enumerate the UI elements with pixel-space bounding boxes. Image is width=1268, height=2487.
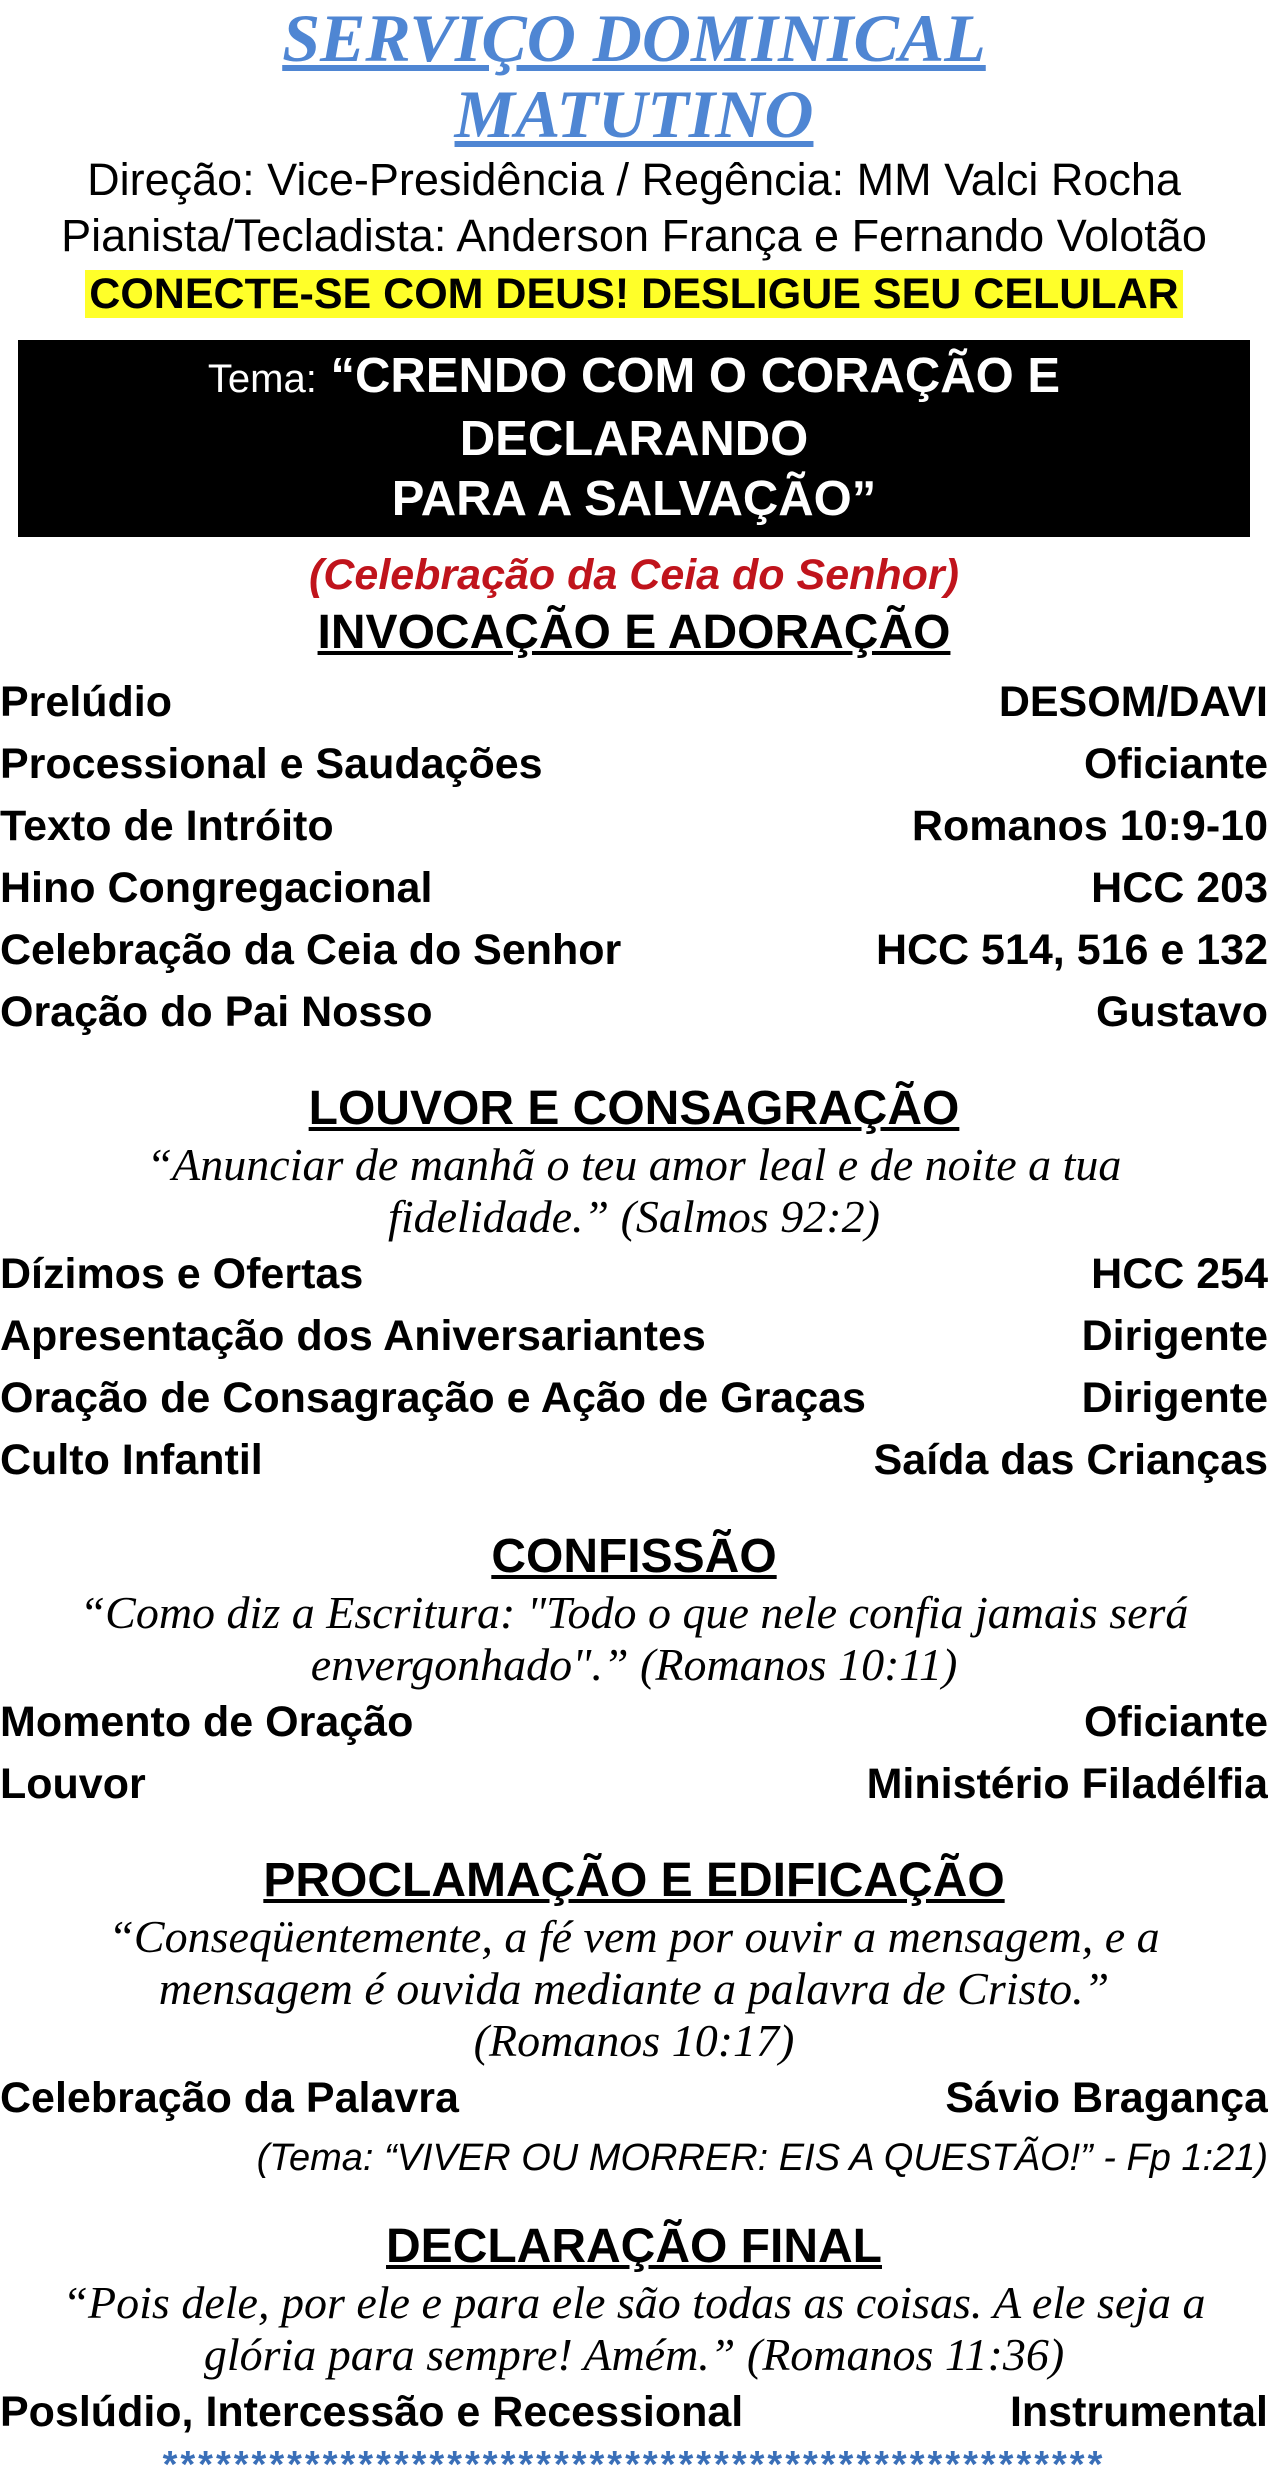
section-title-louvor: LOUVOR E CONSAGRAÇÃO [308, 1082, 960, 1135]
list-item [0, 733, 1268, 795]
phone-banner [0, 268, 1268, 330]
page-title [0, 0, 1268, 152]
theme-label: Tema: [207, 357, 317, 401]
item-label: Hino Congregacional [0, 864, 433, 912]
item-label: Oração de Consagração e Ação de Graças [0, 1374, 866, 1422]
item-label: Dízimos e Ofertas [0, 1250, 364, 1298]
quote-line: mensagem é ouvida mediante a palavra de Cristo.” [158, 1963, 1110, 2014]
quote-line: envergonhado".” (Romanos 10:11) [310, 1639, 958, 1690]
list-item [0, 1367, 1268, 1429]
list-item [0, 857, 1268, 919]
list-item [0, 1243, 1268, 1305]
item-value: HCC 254 [1091, 1250, 1268, 1298]
list-item [0, 1429, 1268, 1491]
item-value: HCC 203 [1091, 864, 1268, 912]
bible-quote [0, 2277, 1268, 2381]
list-item [0, 795, 1268, 857]
item-label: Poslúdio, Intercessão e Recessional [0, 2388, 744, 2436]
item-label: Apresentação dos Aniversariantes [0, 1312, 706, 1360]
section-title-invocacao: INVOCAÇÃO E ADORAÇÃO [317, 606, 951, 659]
item-value: Gustavo [1095, 988, 1268, 1036]
bible-quote [0, 1139, 1268, 1243]
item-value: Instrumental [1009, 2388, 1268, 2436]
item-value: Ministério Filadélfia [866, 1760, 1268, 1808]
item-label: Momento de Oração [0, 1698, 414, 1746]
item-value: Sávio Bragança [945, 2074, 1268, 2122]
list-item [0, 671, 1268, 733]
star-divider: ***************************************************** [162, 2444, 1106, 2486]
phone-banner-text: CONECTE-SE COM DEUS! DESLIGUE SEU CELULAR [85, 270, 1182, 318]
item-value: Romanos 10:9-10 [911, 802, 1268, 850]
item-label: Processional e Saudações [0, 740, 543, 788]
list-item [0, 2381, 1268, 2443]
quote-line: “Como diz a Escritura: "Todo o que nele confia jamais será [79, 1587, 1189, 1638]
item-label: Prelúdio [0, 678, 173, 726]
direction-text: Direção: Vice-Presidência / Regência: MM Valci Rocha [87, 154, 1181, 205]
item-label: Texto de Intróito [0, 802, 334, 850]
quote-line: (Romanos 10:17) [473, 2015, 795, 2066]
item-label: Celebração da Palavra [0, 2074, 459, 2122]
item-value: HCC 514, 516 e 132 [875, 926, 1268, 974]
quote-line: “Pois dele, por ele e para ele são todas as coisas. A ele seja a [62, 2277, 1206, 2328]
pianists-text: Pianista/Tecladista: Anderson França e Fernando Volotão [61, 210, 1207, 261]
list-item [0, 919, 1268, 981]
item-value: Oficiante [1084, 1698, 1268, 1746]
item-value: Saída das Crianças [873, 1436, 1268, 1484]
theme-line-1: “CRENDO COM O CORAÇÃO E DECLARANDO [330, 349, 1061, 466]
quote-line: fidelidade.” (Salmos 92:2) [388, 1191, 880, 1242]
item-value: Dirigente [1081, 1312, 1268, 1360]
quote-line: “Conseqüentemente, a fé vem por ouvir a mensagem, e a [108, 1911, 1160, 1962]
quote-line: glória para sempre! Amém.” (Romanos 11:36) [203, 2329, 1065, 2380]
section-title-declaracao: DECLARAÇÃO FINAL [386, 2220, 882, 2273]
bible-quote [0, 1587, 1268, 1691]
section-title-proclamacao: PROCLAMAÇÃO E EDIFICAÇÃO [263, 1854, 1005, 1907]
theme-box [18, 340, 1250, 537]
theme-line-2: PARA A SALVAÇÃO” [391, 472, 877, 526]
item-value: Oficiante [1084, 740, 1268, 788]
item-label: Oração do Pai Nosso [0, 988, 433, 1036]
title-line-1: SERVIÇO DOMINICAL [282, 0, 986, 76]
list-item [0, 2067, 1268, 2129]
section-title-confissao: CONFISSÃO [491, 1530, 777, 1583]
item-label: Louvor [0, 1760, 146, 1808]
list-item [0, 1691, 1268, 1753]
list-item [0, 1753, 1268, 1815]
title-line-2: MATUTINO [454, 76, 814, 152]
quote-line: “Anunciar de manhã o teu amor leal e de noite a tua [146, 1139, 1122, 1190]
item-label: Culto Infantil [0, 1436, 263, 1484]
list-item [0, 981, 1268, 1043]
bible-quote [0, 1911, 1268, 2067]
item-label: Celebração da Ceia do Senhor [0, 926, 622, 974]
list-item [0, 1305, 1268, 1367]
celebration-subtitle: (Celebração da Ceia do Senhor) [309, 551, 959, 599]
item-value: DESOM/DAVI [998, 678, 1268, 726]
sermon-theme-note: (Tema: “VIVER OU MORRER: EIS A QUESTÃO!” - Fp 1:21) [256, 2137, 1268, 2179]
item-value: Dirigente [1081, 1374, 1268, 1422]
